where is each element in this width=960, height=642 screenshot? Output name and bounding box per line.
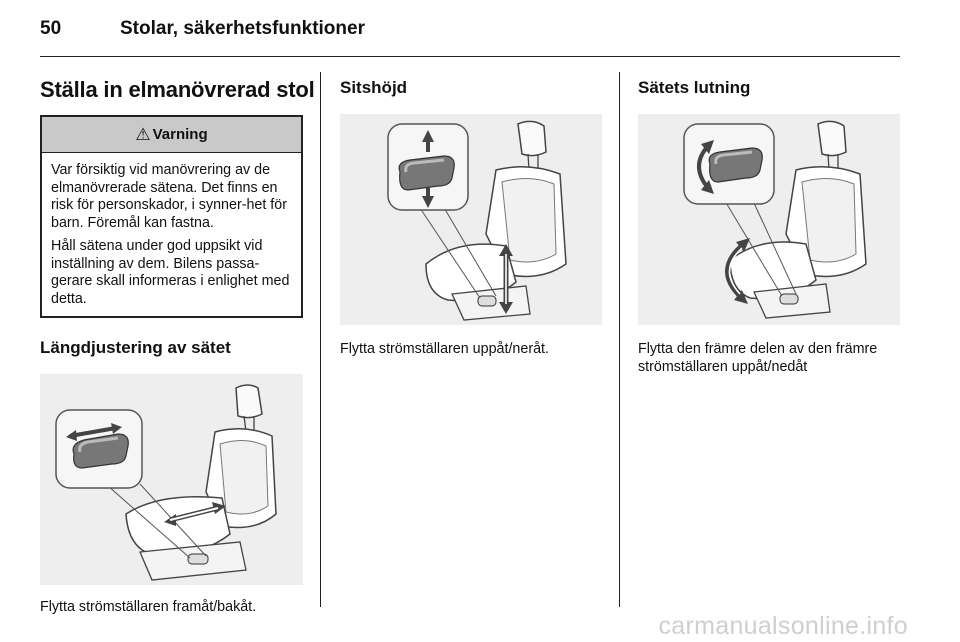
column-3: [638, 72, 900, 376]
warning-paragraph: Var försiktig vid manövrering av de elmanövrerade sätena. Det finns en risk för personskador, i synner-het för barn. Föremål kan fastna.: [51, 162, 287, 231]
warning-paragraph: Håll sätena under god uppsikt vid inställning av dem. Bilens passa-gerare skall informeras i enlighet med detta.: [51, 238, 290, 307]
subheading-seat-height: Sitshöjd: [340, 78, 408, 97]
column-1: [40, 72, 315, 617]
warning-triangle-icon: ⚠: [135, 124, 151, 144]
column-2: [340, 72, 602, 359]
column-divider-1: [320, 72, 321, 607]
header-rule: [40, 56, 900, 57]
warning-title: Varning: [152, 126, 208, 143]
warning-body: [42, 153, 301, 316]
caption-height: Flytta strömställaren uppåt/neråt.: [340, 341, 549, 357]
seat-length-illustration: [40, 374, 303, 585]
subheading-length-adjustment: Längdjustering av sätet: [40, 338, 231, 357]
page-number: 50: [40, 18, 62, 39]
warning-box: [40, 115, 303, 318]
subheading-seat-tilt: Sätets lutning: [638, 78, 751, 97]
watermark: carmanualsonline.info: [658, 612, 908, 640]
warning-header: [42, 117, 301, 153]
caption-length: Flytta strömställaren framåt/bakåt.: [40, 599, 257, 615]
chapter-title: Stolar, säkerhetsfunktioner: [120, 18, 365, 39]
seat-height-illustration: [340, 114, 602, 325]
caption-tilt: Flytta den främre delen av den främre strömställaren uppåt/nedåt: [638, 341, 878, 375]
section-title: Ställa in elmanövrerad stol: [40, 77, 315, 102]
column-divider-2: [619, 72, 620, 607]
seat-tilt-illustration: [638, 114, 900, 325]
